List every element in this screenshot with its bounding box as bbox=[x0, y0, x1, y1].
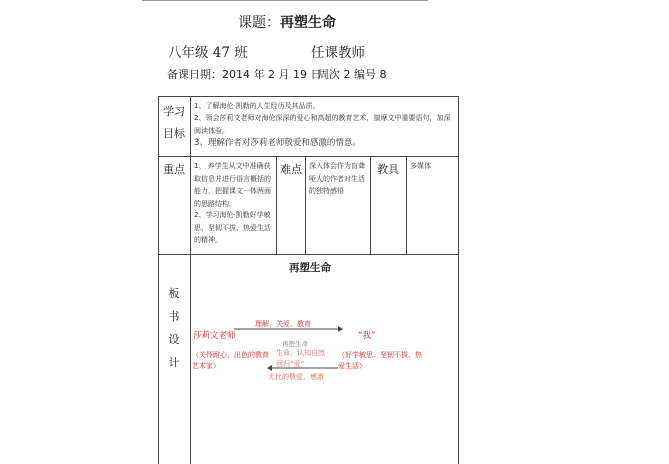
tools-content: 多媒体 bbox=[410, 162, 431, 170]
teacher-desc: （关怀耐心、出色的教育艺术家） bbox=[192, 351, 269, 370]
key-label: 重点 bbox=[163, 163, 185, 176]
teacher-node: 莎莉文老师 bbox=[193, 331, 236, 341]
teacher-label: 任课教师 bbox=[311, 45, 365, 61]
tools-label: 教具 bbox=[377, 163, 399, 176]
middle-lines: 生命、认知自然 回归“爱” bbox=[276, 349, 325, 368]
difficulty-label: 难点 bbox=[280, 163, 302, 176]
bottom-arrow-label: 无比的敬爱、感激 bbox=[268, 373, 324, 381]
grade-class: 八年级 47 班 bbox=[168, 45, 248, 61]
board-title: 再塑生命 bbox=[289, 262, 331, 274]
me-desc: （好学敏思、坚韧不拔、热爱生活） bbox=[338, 351, 422, 370]
week-number: 周次 2 编号 8 bbox=[318, 68, 387, 81]
goal-item-2: 2、领会莎莉文老师对海伦深深的爱心和高超的教育艺术，揣摩文中重要语句，加深阅读体验。 bbox=[194, 114, 451, 135]
goal-item-1: 1、了解海伦·凯勒的人生经历及其品质。 bbox=[194, 102, 320, 110]
key-point-1: 1、 养学生从文中准确获取信息并进行语言概括的能力，把握课文一体两面的思路结构。 bbox=[194, 162, 271, 208]
prep-date: 备课日期：2014 年 2 月 19 日 bbox=[167, 68, 322, 81]
goals-label: 学习 目标 bbox=[163, 105, 185, 140]
middle-top-text: 再塑生命 bbox=[282, 340, 308, 348]
difficulty-content: 深入体会作为盲聋哑人的作者对生活的独特感悟 bbox=[309, 162, 365, 195]
lesson-title: 课题：再塑生命 bbox=[238, 15, 336, 31]
key-point-2: 2、学习海伦·凯勒好学敏思、坚韧不拔、热爱生活的精神。 bbox=[194, 211, 271, 244]
board-label: 板 书 设 计 bbox=[168, 287, 180, 369]
top-arrow-label: 理解、关爱、教育 bbox=[255, 320, 311, 328]
top-arrow-head bbox=[338, 326, 343, 332]
me-node: “我” bbox=[358, 331, 376, 341]
goal-item-3: 3、理解作者对莎莉老师敬爱和感激的情意。 bbox=[194, 138, 361, 148]
